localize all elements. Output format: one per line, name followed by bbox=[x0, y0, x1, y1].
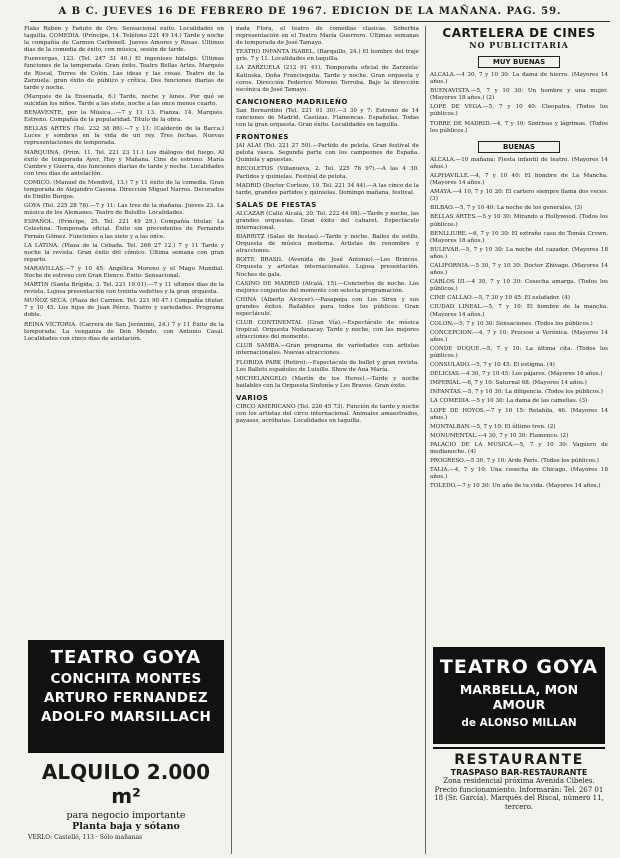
ad-actor: CONCHITA MONTES bbox=[50, 671, 202, 687]
cinema-listing: TOLEDO.—7 y 10 30: Un año de tu vida. (Mayores 14 años.) bbox=[430, 483, 601, 490]
cinema-listing: LOPE DE HOYOS.—7 y 10 15: Retahíla, 46. (Mayores 14 años.) bbox=[430, 407, 608, 421]
cinema-listing: CONCEPCION.—4, 7 y 10: Proceso a Verónica. (Mayores 14 años.) bbox=[430, 329, 608, 343]
ad-title: TEATRO GOYA bbox=[439, 656, 599, 678]
cinema-listing: CIUDAD LINEAL.—5, 7 y 10: El hombre de la mancha. (Mayores 14 años.) bbox=[430, 304, 608, 318]
listing-paragraph: CHINA (Alberto Alcocer).—Pasapoga con Los Sirex y sus grandes éxitos. Bailables para todos los públicos. Gran espectáculo. bbox=[236, 296, 419, 317]
listing-paragraph: MADRID (Doctor Cortezo, 10. Tel. 221 34 44).—A las cinco de la tarde, grandes partidos y quinielas. Domingo mañana, festival. bbox=[236, 182, 419, 196]
cinema-listing: CONSULADO.—5, 7 y 10 45: El estigma. (4) bbox=[430, 362, 555, 369]
listing-paragraph: Fuenvergas, 123. (Tel. 247 31 40.) El ingenioso hidalgo. Últimas funciones de la temporada. Gran éxito. Teatro Bellas Artes. Marqués de Riscal, Torres de Colón. Las ideas y las cosas. Teatro de la Zarzuela: gran éxito de público y crítica. Dos funciones diarias de tarde y noche. bbox=[24, 56, 224, 91]
section-heading-frontones: FRONTONES bbox=[236, 133, 289, 142]
listing-paragraph: CLUB CONTINENTAL (Gran Vía).—Espectáculo de música tropical. Orquesta Nodanacay. Tarde y noche, con las mejores atracciones del momento. bbox=[236, 320, 419, 341]
teatro-goya-ad-right bbox=[433, 647, 605, 744]
ad-actor: ADOLFO MARSILLACH bbox=[40, 709, 212, 725]
cinema-listing: BILBAO.—5, 7 y 10 40: La noche de los generales. (3) bbox=[430, 205, 583, 212]
listing-paragraph: RECOLETOS (Villanueva, 2. Tel. 225 76 97).—A las 4 30. Partidos y quinielas. Festival de pelota. bbox=[236, 166, 419, 180]
cartelera-title: CARTELERA DE CINES bbox=[442, 26, 596, 40]
ad-author: de ALONSO MILLAN bbox=[461, 717, 577, 729]
cinema-listing: BENLLIURE.—6, 7 y 10 30: El extraño caso de Tomás Crown. (Mayores 18 años.) bbox=[430, 230, 608, 244]
listing-paragraph: MARQUINA. (Prim. 11. Tel. 221 23 11.) Los diálogos del fuego. Al éxito de temporada Ayer, Hoy y Mañana. Cine de estreno. María Cumbre y Guerra, dos funciones diarias de tarde y noche. Localidades con tres días de antelación. bbox=[24, 149, 224, 177]
cinema-listing: INFANTAS.—5, 7 y 10 30: La diligencia. (Todos los públicos.) bbox=[430, 389, 603, 396]
ad-actor: ARTURO FERNANDEZ bbox=[44, 690, 208, 706]
cinema-listing: CALIFORNIA.—5 30, 7 y 10 30: Doctor Zhivago. (Mayores 14 años.) bbox=[430, 262, 608, 277]
column-divider-2 bbox=[425, 26, 426, 854]
listing-paragraph: COMICO. (Manuel de Mendivil, 13.) 7 y 11 éxito de la comedia. Gran temporada de Alejandro Casona. Dirección Miguel Narros. Decorados de Emilio Burgos. bbox=[24, 179, 224, 201]
cinema-listing: PROGRESO.—5 30, 7 y 10: Arde París. (Todos los públicos.) bbox=[430, 458, 599, 465]
cinema-listing: MONTALBAN.—5, 7 y 10: El último tren. (2) bbox=[430, 423, 556, 430]
alquilo-sub: Planta baja y sótano bbox=[72, 821, 180, 832]
listing-paragraph: BENAVENTE, por la Música...—7 y 11 13. Fianza. 14. Marqués. Estreno. Compañía de la popularidad. Título de la obra. bbox=[24, 110, 224, 124]
listing-paragraph: REINA VICTORIA. (Carrera de San Jerónimo, 24.) 7 y 11 Éxito de la temporada: La venganza de Don Mendo, con Antonio Casal. Localidades con cinco días de antelación. bbox=[24, 321, 224, 342]
listing-paragraph: CLUB SAMBA.—Gran programa de variedades con artistas internacionales. Nuevas atracciones. bbox=[236, 343, 419, 357]
cinema-listing: LOPE DE VEGA.—5, 7 y 10 40: Cleopatra. (Todos los públicos.) bbox=[430, 104, 608, 118]
header-rule bbox=[30, 21, 610, 22]
listing-paragraph: ALCAZAR (Calle Alcalá, 20. Tel. 222 44 08).—Tarde y noche, las grandes orquestas. Gran éxito del cabaret. Espectáculo internacional. bbox=[236, 210, 419, 231]
alquilo-contact: VERLO: Castelló, 113 · Sólo mañanas bbox=[28, 834, 143, 841]
cinema-listing: TALIA.—4, 7 y 10: Una cosecha de Chicago. (Mayores 18 años.) bbox=[430, 467, 608, 481]
cinema-listing: IMPERIAL.—6, 7 y 10: Saturnal 68. (Mayores 14 años.) bbox=[430, 380, 587, 387]
ad-title: TEATRO GOYA bbox=[50, 647, 202, 668]
listing-paragraph: MARTIN (Santa Brígida, 3. Tel. 221 19 01).—7 y 11 ultimos días de la revista. Lujosa presentación con treinta vedettes y la gran orquesta. bbox=[24, 282, 224, 296]
section-heading-varios: VARIOS bbox=[236, 393, 269, 402]
cinema-listing: CARLOS III.—4 30, 7 y 10 30: Cosecha amarga. (Todos los públicos.) bbox=[430, 279, 608, 293]
cinema-listing: COLON.—5, 7 y 10 30: Sensaciones. (Todos los públicos.) bbox=[430, 320, 593, 327]
cartelera-subtitle: NO PUBLICITARIA bbox=[469, 40, 569, 50]
listing-paragraph: GOYA (Tel. 225 28 78).—7 y 11: Las tres de la mañana. Jueves 23. La música de los Alemanes. Teatro de Bolsillo. Localidades. bbox=[24, 203, 224, 217]
listing-paragraph: MICHELANGELO (Martín de los Heros).—Tarde y noche bailables con la Orquesta Sinfonía y Los Bravos. Gran éxito. bbox=[236, 375, 419, 389]
listing-paragraph: MARAVILLAS.—7 y 10 45: Angélica Moreno y el Mago Mundial. Noche de estreno con Gran Elenco. Éxito: Sensacional. bbox=[24, 265, 224, 279]
listing-paragraph: CIRCO AMERICANO (Tel. 226 45 73). Función de tarde y noche con los artistas del circo internacional. Animales amaestrados, payasos, acróbatas. Localidades en taquilla. bbox=[236, 403, 419, 425]
restaurante-sub: TRASPASO BAR-RESTAURANTE bbox=[450, 768, 588, 777]
alquilo-sub: para negocio importante bbox=[66, 810, 186, 821]
restaurante-ad bbox=[433, 747, 605, 811]
listing-paragraph: CASINO DE MADRID (Alcalá, 15).—Conciertos de noche. Los mejores conjuntos del momento con selecta programación. bbox=[236, 280, 419, 294]
cinema-listing: ALCALA.—4 30, 7 y 10 30: La dama de hierro. (Mayores 14 años.) bbox=[430, 72, 608, 86]
cinema-listing: ALCALA.—10 mañana: Fiesta infantil de teatro. (Mayores 14 años.) bbox=[430, 156, 608, 170]
column-divider-1 bbox=[231, 26, 232, 854]
column-entertainment bbox=[236, 26, 419, 858]
cinema-listing: BULEVAR.—5, 7 y 10 30: La noche del cazador. (Mayores 18 años.) bbox=[430, 246, 608, 260]
cinema-listing: LA COMEDIA.—5 y 10 30: La dama de las camelias. (3) bbox=[430, 398, 588, 405]
listing-paragraph: (Marqués de la Ensenada, 6.) Tarde, noche y lunes. Por qué se suicidan los niños. Tarde a las siete, noche a las once menos cuarto. bbox=[24, 93, 224, 107]
cinema-listing: BUENAVISTA.—5, 7 y 10 30: Un hombre y una mujer. (Mayores 18 años.) (2) bbox=[430, 88, 608, 102]
page-header bbox=[0, 6, 620, 17]
listing-paragraph: FLORIDA PARK (Retiro).—Espectáculo de ballet y gran revista. Los Ballets españoles de Luisillo. Show de Ana María. bbox=[236, 359, 419, 373]
alquilo-headline: ALQUILO 2.000 m² bbox=[41, 760, 211, 808]
listing-paragraph: BELLAS ARTES (Tel. 232 38 86).—7 y 11: (Calderón de la Barca.) Luces y sombras en la vida de un rey. Tres fechas. Nuevas representaciones de temporada. bbox=[24, 126, 224, 147]
teatro-goya-ad-left bbox=[28, 640, 224, 753]
cinema-listing: CONDE DUQUE.—5, 7 y 10: La última cita. (Todos los públicos.) bbox=[430, 345, 608, 359]
label-buenas: BUENAS bbox=[478, 141, 560, 153]
listing-paragraph: San Bernardino (Tel. 221 91 30).—3 30 y 7: Estreno de 14 canciones de Madrid. Castizas. Flamencas. Españolas. Todas con la gran orquesta. Gran éxito. Localidades en taquilla. bbox=[236, 107, 419, 129]
listing-paragraph: BOITE BRASIL (Avenida de José Antonio).—Los Brincos. Orquesta y artistas internacionales. Lujosa presentación. Noches de gala. bbox=[236, 257, 419, 278]
restaurante-body: Zona residencial próxima Avenida Cibeles. Precio funcionamiento. Informarán: Tel. 267 01 18 (Sr. García). Marqués del Riscal, número 11, tercero. bbox=[434, 777, 604, 811]
listing-paragraph: nada Flora, el teatro de comedias clásicas. Soberbia representación en el Teatro María Guerrero. Últimas semanas de temporada de José Tamayo. bbox=[236, 26, 419, 47]
section-heading-cancionero: CANCIONERO MADRILEÑO bbox=[236, 97, 348, 106]
listing-paragraph: BIARRITZ (Salas de fiestas).—Tarde y noche. Bailes de estilo. Orquesta de música moderna. Artistas de renombre y atracciones. bbox=[236, 234, 419, 255]
listing-paragraph: LA LATINA. (Plaza de la Cebada. Tel. 266 27 12.) 7 y 11 Tarde y noche la revista. Gran éxito del cómico. Última semana con gran reparto. bbox=[24, 242, 224, 263]
alquilo-ad bbox=[28, 760, 224, 841]
cinema-listing: DELICIAS.—4 30, 7 y 10 45: Los pájaros. (Mayores 18 años.) bbox=[430, 371, 603, 378]
cinema-listing: ALPHAVILLE.—4, 7 y 10 40: El hombre de La Mancha. (Mayores 14 años.) bbox=[430, 172, 608, 187]
cinema-listing: TORRE DE MADRID.—4, 7 y 10: Sonrisas y lágrimas. (Todos los públicos.) bbox=[430, 120, 608, 134]
cinema-listing: MONUMENTAL.—4 30, 7 y 10 30: Flamenco. (2) bbox=[430, 432, 569, 439]
label-muy-buenas: MUY BUENAS bbox=[478, 56, 560, 68]
listing-paragraph: MUÑOZ SECA. (Plaza del Carmen. Tel. 221 90 47.) Compañía titular. 7 y 10 45. Los hijos de Juan Pérez. Teatro y variedades. Programa doble. bbox=[24, 298, 224, 319]
cinema-listing: CINE CALLAO.—5, 7 30 y 10 45: El estafador. (4) bbox=[430, 295, 570, 302]
cinema-listing: PALACIO DE LA MUSICA.—5, 7 y 10 30: Vaquero de medianoche. (4) bbox=[430, 441, 608, 456]
section-heading-salas: SALAS DE FIESTAS bbox=[236, 200, 317, 209]
listing-paragraph: LA ZARZUELA (212 91 41). Temporada oficial de Zarzuela: Katiuska, Doña Francisquita. Tarde y noche. Gran orquesta y coros. Dirección Federico Moreno Torroba. Bajo la dirección escénica de José Tamayo. bbox=[236, 65, 419, 93]
listing-paragraph: JAI ALAI (Tel. 221 27 50).—Partido de pelota. Gran festival de pelota vasca. Segunda parte con los campeones de España. Quiniela y apuestas. bbox=[236, 143, 419, 164]
cinema-listing: BELLAS ARTES.—5 y 10 30: Mirando a Hollywood. (Todos los públicos.) bbox=[430, 214, 608, 228]
restaurante-headline: RESTAURANTE bbox=[433, 747, 605, 768]
listing-paragraph: ESPAÑOL. (Príncipe, 25. Tel. 221 49 29.) Compañía titular. La Celestina. Temporada oficial. Éxito sin precedentes de Fernando Fernán Gómez. Funciones a las siete y a las once. bbox=[24, 219, 224, 240]
ad-play-title: MARBELLA, MON AMOUR bbox=[459, 682, 579, 712]
cinema-listing: AMAYA.—4 10, 7 y 10 20: El cartero siempre llama dos veces. (3) bbox=[430, 189, 608, 203]
listing-paragraph: TEATRO INFANTA ISABEL. (Barquillo, 24.) El hombre del traje gris. 7 y 11. Localidades en taquilla. bbox=[236, 49, 419, 63]
header-text: A B C. JUEVES 16 DE FEBRERO DE 1967. EDICION DE LA MAÑANA. PAG. 59. bbox=[58, 6, 562, 17]
listing-paragraph: Flaks Rubén y Fañuto de Oro. Sensacional éxito. Localidades en taquilla. COMEDIA. (Príncipe, 14. Teléfono 221 49 14.) Tarde y noche la compañía de Carmen Carbonell. Jueves Amores y Rosas. Últimos días de la comedia de éxito, con música, sesión de tarde. bbox=[24, 26, 224, 54]
